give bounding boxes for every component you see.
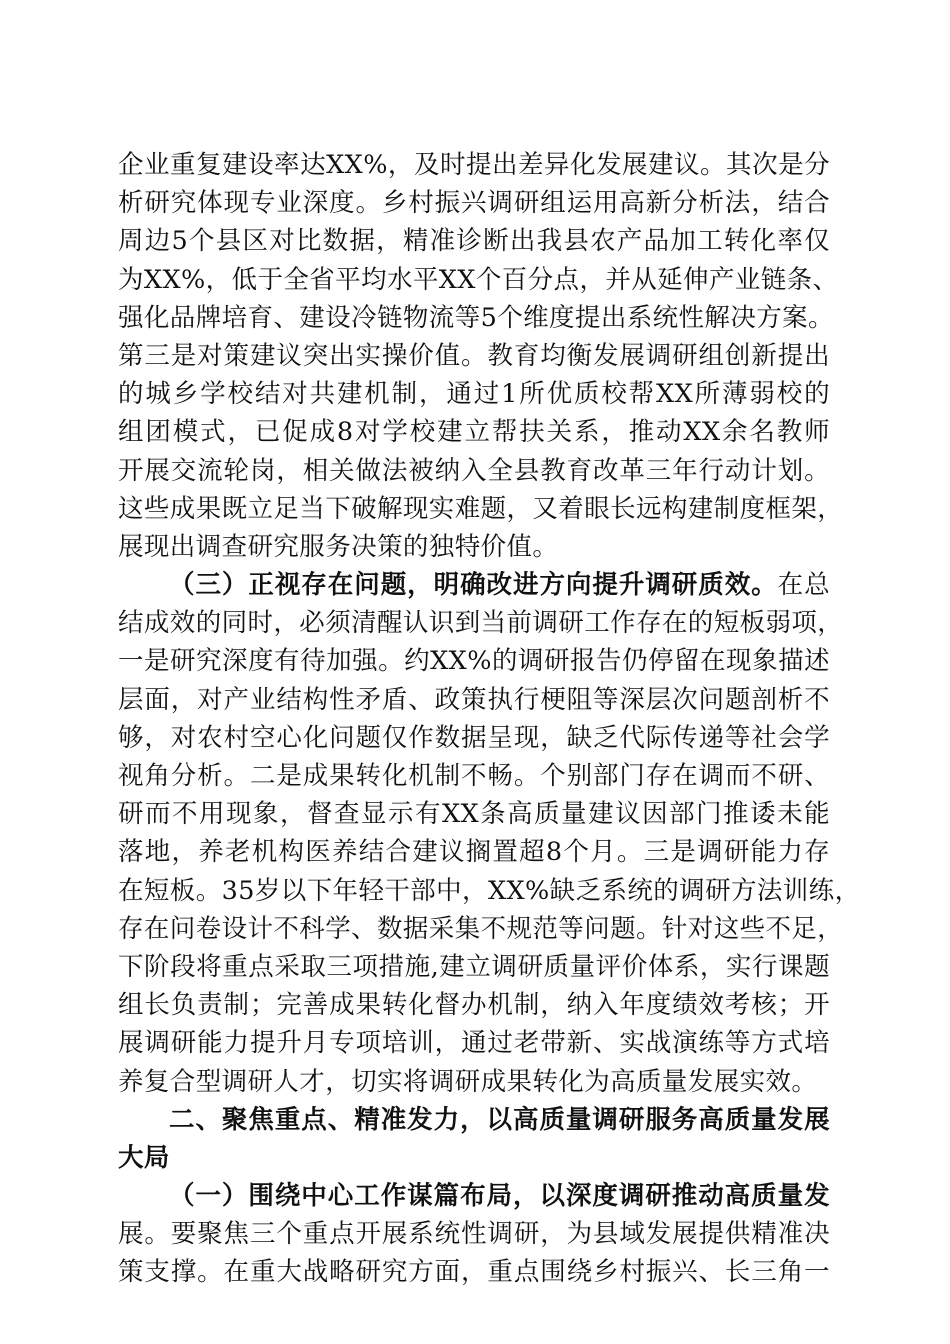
text-line: 组团模式，已促成8对学校建立帮扶关系，推动XX余名教师 xyxy=(118,417,830,448)
text-line: 在短板。35岁以下年轻干部中，XX%缺乏系统的调研方法训练， xyxy=(118,875,861,906)
text-line: 策支撑。在重大战略研究方面，重点围绕乡村振兴、长三角一 xyxy=(118,1257,830,1288)
text-line: 下阶段将重点采取三项措施,建立调研质量评价体系，实行课题 xyxy=(118,951,830,982)
text-line: 企业重复建设率达XX%，及时提出差异化发展建议。其次是分 xyxy=(118,150,830,180)
subsection-lead-line xyxy=(118,1177,830,1215)
text-line: 析研究体现专业深度。乡村振兴调研组运用高新分析法，结合 xyxy=(118,188,830,219)
text-line: 组长负责制；完善成果转化督办机制，纳入年度绩效考核；开 xyxy=(118,990,830,1021)
text-line: 研而不用现象，督查显示有XX条高质量建议因部门推诿未能 xyxy=(118,799,830,830)
text-line: 够，对农村空心化问题仅作数据呈现，缺乏代际传递等社会学 xyxy=(118,722,830,753)
subsection-heading: （三）正视存在问题，明确改进方向提升调研质效。 xyxy=(169,570,778,601)
text-line: 开展交流轮岗，相关做法被纳入全县教育改革三年行动计划。 xyxy=(118,455,830,486)
subsection-heading: （一）围绕中心工作谋篇布局，以深度调研推动高质量发 xyxy=(169,1181,830,1212)
document-page xyxy=(118,146,861,1292)
text-line: 存在问卷设计不科学、数据采集不规范等问题。针对这些不足， xyxy=(118,913,844,944)
text-line: 视角分析。二是成果转化机制不畅。个别部门存在调而不研、 xyxy=(118,761,830,791)
text-line: 层面，对产业结构性矛盾、政策执行梗阻等深层次问题剖析不 xyxy=(118,684,830,715)
text-line: 一是研究深度有待加强。约XX%的调研报告仍停留在现象描述 xyxy=(118,646,830,677)
text-fragment: 在总 xyxy=(777,570,830,601)
text-line: 展调研能力提升月专项培训，通过老带新、实战演练等方式培 xyxy=(118,1028,830,1059)
text-line: 第三是对策建议突出实操价值。教育均衡发展调研组创新提出 xyxy=(118,340,830,371)
text-line: 这些成果既立足当下破解现实难题，又着眼长远构建制度框架， xyxy=(118,493,844,524)
text-line: 的城乡学校结对共建机制，通过1所优质校帮XX所薄弱校的 xyxy=(118,379,830,410)
text-line: 周边5个县区对比数据，精准诊断出我县农产品加工转化率仅 xyxy=(118,226,830,257)
text-line: 养复合型调研人才，切实将调研成果转化为高质量发展实效。 xyxy=(118,1066,818,1097)
section-heading-continuation: 大局 xyxy=(118,1142,170,1173)
text-line: 结成效的同时，必须清醒认识到当前调研工作存在的短板弱项， xyxy=(118,608,844,639)
text-line: 强化品牌培育、建设冷链物流等5个维度提出系统性解决方案。 xyxy=(118,302,834,333)
text-line: 展现出调查研究服务决策的独特价值。 xyxy=(118,531,559,562)
text-line: 为XX%，低于全省平均水平XX个百分点，并从延伸产业链条、 xyxy=(118,264,839,295)
text-line: 展。要聚焦三个重点开展系统性调研，为县域发展提供精准决 xyxy=(118,1219,830,1250)
text-line: 落地，养老机构医养结合建议搁置超8个月。三是调研能力存 xyxy=(118,837,830,868)
subsection-lead-line xyxy=(118,566,830,604)
section-heading: 二、聚焦重点、精准发力，以高质量调研服务高质量发展 xyxy=(169,1104,830,1135)
